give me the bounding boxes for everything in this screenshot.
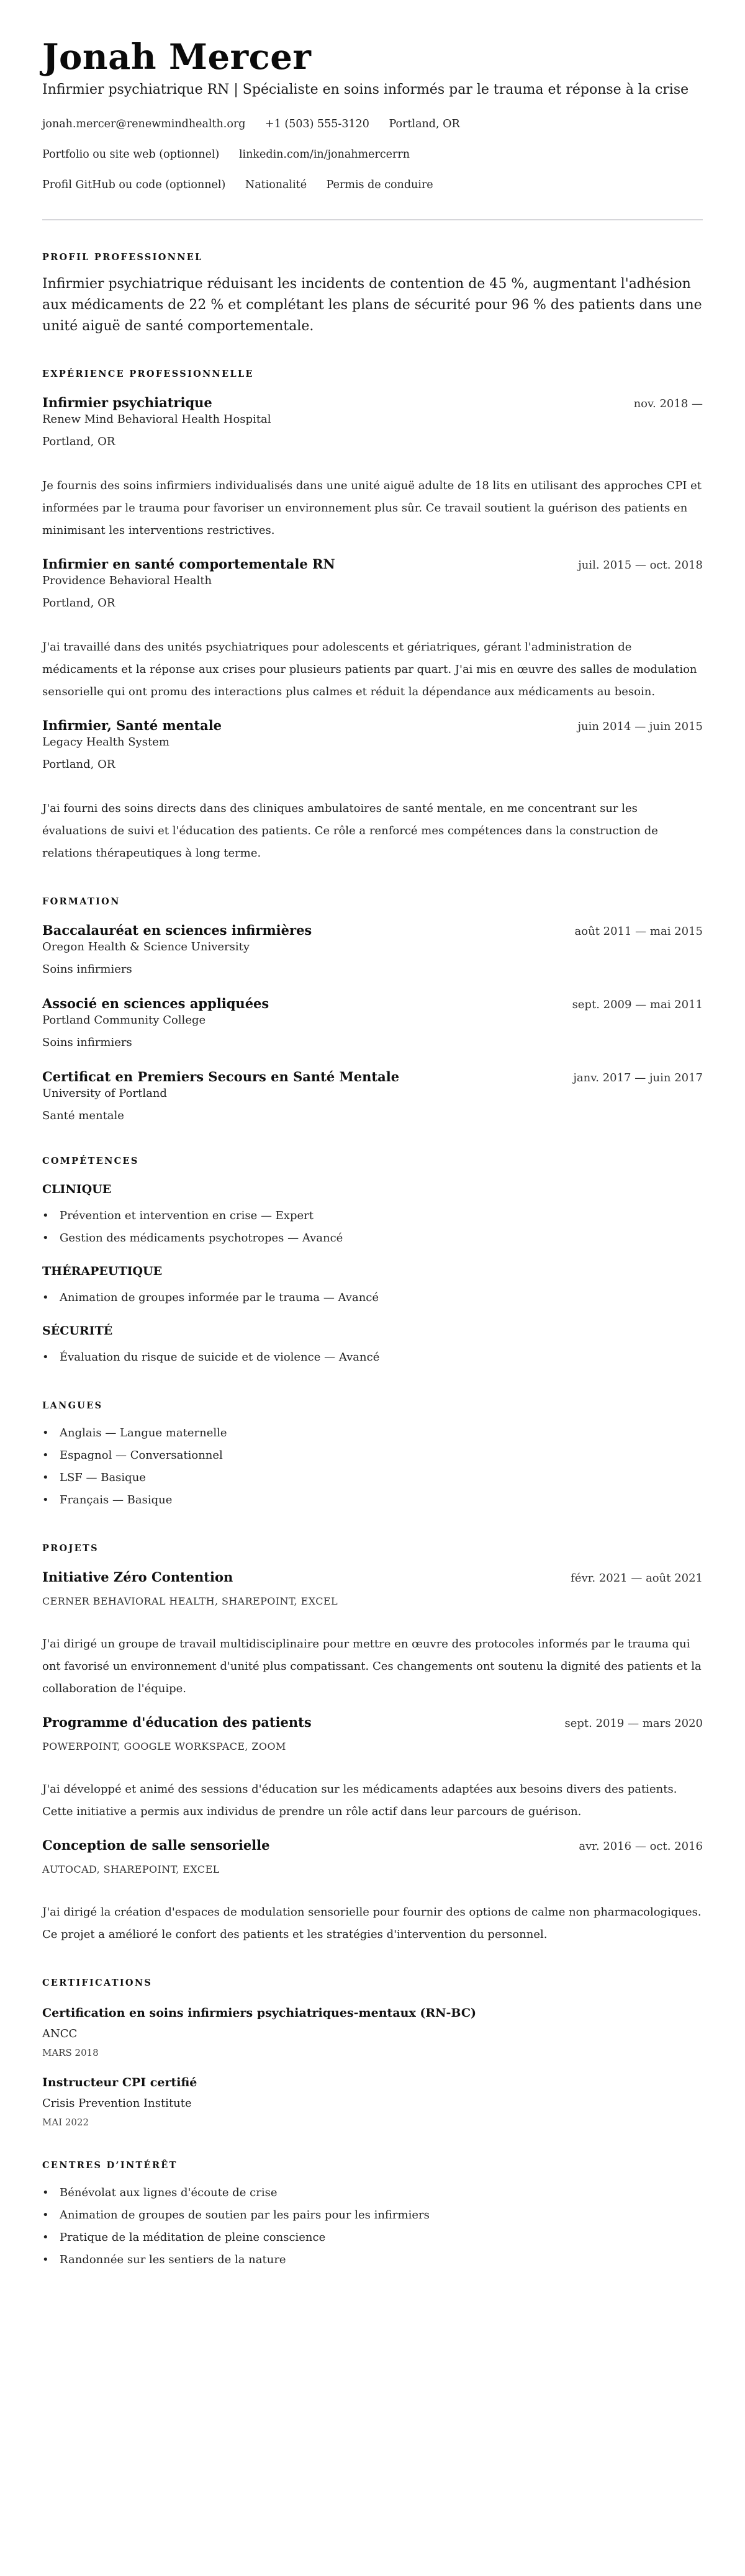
- job-description: J'ai travaillé dans des unités psychiatriques pour adolescents et gériatriques, gérant l'administration de médicaments et la réponse aux crises pour plusieurs patients par quart. J'ai mis en œuvre des salles de modulation sensorielle qui ont promu des interactions plus calmes et réduit la dépendance aux médicaments au besoin.: [42, 641, 697, 698]
- contact-email[interactable]: jonah.mercer@renewmindhealth.org: [42, 118, 246, 130]
- section-certifications: [42, 1977, 703, 2128]
- skill-item: • Prévention et intervention en crise — Expert: [42, 1205, 703, 1227]
- section-title: CERTIFICATIONS: [42, 1978, 153, 1988]
- project-title: Initiative Zéro Contention: [42, 1569, 233, 1585]
- project-item: [42, 1837, 703, 1946]
- degree: Baccalauréat en sciences infirmières: [42, 922, 312, 938]
- item-header: [42, 394, 703, 412]
- job-dates: juin 2014 — juin 2015: [577, 720, 703, 733]
- education-item: [42, 1068, 703, 1124]
- school: University of Portland: [42, 1087, 167, 1100]
- language-item: • LSF — Basique: [42, 1467, 703, 1489]
- language-item: • Français — Basique: [42, 1489, 703, 1511]
- certification-title: Instructeur CPI certifié: [42, 2076, 197, 2089]
- field-of-study: Santé mentale: [42, 1109, 124, 1122]
- section-title: EXPÉRIENCE PROFESSIONNELLE: [42, 369, 254, 379]
- item-header: [42, 1837, 703, 1854]
- contact-row: [42, 178, 703, 192]
- project-item: [42, 1714, 703, 1823]
- section-languages: [42, 1400, 703, 1511]
- project-tech: CERNER BEHAVIORAL HEALTH, SHAREPOINT, EXCEL: [42, 1595, 338, 1607]
- field-of-study: Soins infirmiers: [42, 963, 132, 976]
- project-description: J'ai dirigé un groupe de travail multidisciplinaire pour mettre en œuvre des protocoles informés par le trauma qui ont favorisé un environnement d'unité plus compatissant. Ces changements ont soutenu la dignité des patients et la collaboration de l'équipe.: [42, 1637, 702, 1695]
- item-header: [42, 717, 703, 734]
- skill-list: [42, 1205, 703, 1250]
- section-title: PROFIL PROFESSIONNEL: [42, 252, 203, 263]
- project-title: Programme d'éducation des patients: [42, 1714, 312, 1730]
- item-header: [42, 556, 703, 573]
- section-title: PROJETS: [42, 1543, 99, 1554]
- section-title: COMPÉTENCES: [42, 1156, 139, 1166]
- job-description: Je fournis des soins infirmiers individualisés dans une unité aiguë adulte de 18 lits en utilisant des approches CPI et informées par le trauma pour favoriser un environnement plus sûr. Ce travail soutient la guérison des patients en minimisant les interventions restrictives.: [42, 479, 702, 537]
- skill-category: THÉRAPEUTIQUE: [42, 1264, 163, 1278]
- project-description: J'ai développé et animé des sessions d'éducation sur les médicaments adaptées aux besoins divers des patients. Cette initiative a permis aux individus de prendre un rôle actif dans leur parcours de guérison.: [42, 1783, 677, 1818]
- education-item: [42, 995, 703, 1051]
- experience-item: [42, 717, 703, 865]
- project-tech: POWERPOINT, GOOGLE WORKSPACE, ZOOM: [42, 1741, 286, 1752]
- job-description: J'ai fourni des soins directs dans des cliniques ambulatoires de santé mentale, en me concentrant sur les évaluations de suivi et l'éducation des patients. Ce rôle a renforcé mes compétences dans la construction de relations thérapeutiques à long terme.: [42, 802, 658, 860]
- item-header: [42, 1714, 703, 1731]
- certification-date: MARS 2018: [42, 2047, 99, 2058]
- language-item: • Espagnol — Conversationnel: [42, 1444, 703, 1467]
- contact-portfolio[interactable]: Portfolio ou site web (optionnel): [42, 148, 220, 161]
- job-dates: nov. 2018 —: [633, 397, 703, 410]
- interest-list: [42, 2182, 703, 2271]
- certification-item: [42, 2004, 703, 2059]
- skill-category: CLINIQUE: [42, 1182, 112, 1196]
- school: Portland Community College: [42, 1014, 206, 1027]
- school: Oregon Health & Science University: [42, 940, 250, 953]
- section-education: [42, 896, 703, 1124]
- interest-item: • Randonnée sur les sentiers de la nature: [42, 2249, 703, 2271]
- education-item: [42, 922, 703, 978]
- section-interests: [42, 2159, 703, 2271]
- skill-item: • Évaluation du risque de suicide et de violence — Avancé: [42, 1346, 703, 1369]
- project-item: [42, 1569, 703, 1700]
- item-header: [42, 922, 703, 939]
- interest-item: • Bénévolat aux lignes d'écoute de crise: [42, 2182, 703, 2204]
- employer: Renew Mind Behavioral Health Hospital: [42, 413, 271, 426]
- section-skills: [42, 1155, 703, 1369]
- project-description: J'ai dirigé la création d'espaces de modulation sensorielle pour fournir des options de calme non pharmacologiques. Ce projet a amélioré le confort des patients et les stratégies d'intervention du personnel.: [42, 1906, 702, 1941]
- job-title: Infirmier, Santé mentale: [42, 718, 222, 733]
- field-of-study: Soins infirmiers: [42, 1036, 132, 1049]
- project-dates: sept. 2019 — mars 2020: [564, 1717, 703, 1730]
- item-header: [42, 1068, 703, 1086]
- language-list: [42, 1422, 703, 1511]
- project-dates: févr. 2021 — août 2021: [571, 1572, 703, 1585]
- interest-item: • Animation de groupes de soutien par les pairs pour les infirmiers: [42, 2204, 703, 2227]
- certification-date: MAI 2022: [42, 2117, 89, 2128]
- item-header: [42, 1569, 703, 1586]
- project-title: Conception de salle sensorielle: [42, 1837, 270, 1853]
- contact-nationality: Nationalité: [245, 179, 307, 191]
- header-divider: [42, 219, 703, 220]
- skill-item: • Animation de groupes informée par le trauma — Avancé: [42, 1287, 703, 1309]
- employer: Providence Behavioral Health: [42, 574, 212, 587]
- section-title: FORMATION: [42, 896, 120, 907]
- candidate-headline: Infirmier psychiatrique RN | Spécialiste en soins informés par le trauma et réponse à la crise: [42, 82, 689, 97]
- certification-issuer: ANCC: [42, 2027, 78, 2040]
- education-dates: janv. 2017 — juin 2017: [573, 1071, 703, 1084]
- job-location: Portland, OR: [42, 435, 115, 448]
- certification-item: [42, 2074, 703, 2128]
- skill-list: [42, 1287, 703, 1309]
- certification-issuer: Crisis Prevention Institute: [42, 2097, 192, 2110]
- job-title: Infirmier en santé comportementale RN: [42, 556, 335, 572]
- education-dates: août 2011 — mai 2015: [574, 925, 703, 938]
- section-summary: [42, 251, 703, 337]
- section-title: LANGUES: [42, 1400, 103, 1411]
- contact-driving-license: Permis de conduire: [326, 179, 433, 191]
- experience-item: [42, 394, 703, 542]
- section-experience: [42, 368, 703, 865]
- resume-header: [42, 36, 703, 192]
- item-header: [42, 995, 703, 1012]
- degree: Associé en sciences appliquées: [42, 996, 269, 1011]
- contact-linkedin[interactable]: linkedin.com/in/jonahmercerrn: [238, 148, 410, 161]
- employer: Legacy Health System: [42, 736, 169, 749]
- skill-item: • Gestion des médicaments psychotropes — Avancé: [42, 1227, 703, 1250]
- candidate-name: Jonah Mercer: [42, 37, 312, 78]
- contact-github[interactable]: Profil GitHub ou code (optionnel): [42, 179, 226, 191]
- section-projects: [42, 1542, 703, 1946]
- education-dates: sept. 2009 — mai 2011: [572, 998, 703, 1011]
- certification-title: Certification en soins infirmiers psychiatriques-mentaux (RN-BC): [42, 2006, 476, 2020]
- degree: Certificat en Premiers Secours en Santé Mentale: [42, 1069, 400, 1084]
- skill-list: [42, 1346, 703, 1369]
- contact-row: [42, 117, 703, 131]
- experience-item: [42, 556, 703, 703]
- language-item: • Anglais — Langue maternelle: [42, 1422, 703, 1444]
- section-title: CENTRES D’INTÉRÊT: [42, 2160, 178, 2171]
- contact-row: [42, 148, 703, 161]
- contact-info: [42, 117, 703, 192]
- job-location: Portland, OR: [42, 758, 115, 771]
- job-location: Portland, OR: [42, 597, 115, 610]
- skill-category: SÉCURITÉ: [42, 1324, 113, 1338]
- job-dates: juil. 2015 — oct. 2018: [578, 559, 703, 572]
- summary-text: Infirmier psychiatrique réduisant les incidents de contention de 45 %, augmentant l'adhésion aux médicaments de 22 % et complétant les plans de sécurité pour 96 % des patients dans une unité aiguë de santé comportementale.: [42, 276, 702, 334]
- interest-item: • Pratique de la méditation de pleine conscience: [42, 2227, 703, 2249]
- job-title: Infirmier psychiatrique: [42, 395, 212, 410]
- project-tech: AUTOCAD, SHAREPOINT, EXCEL: [42, 1863, 220, 1875]
- project-dates: avr. 2016 — oct. 2016: [579, 1840, 703, 1853]
- contact-phone[interactable]: +1 (503) 555-3120: [265, 118, 369, 130]
- contact-location: Portland, OR: [389, 118, 460, 130]
